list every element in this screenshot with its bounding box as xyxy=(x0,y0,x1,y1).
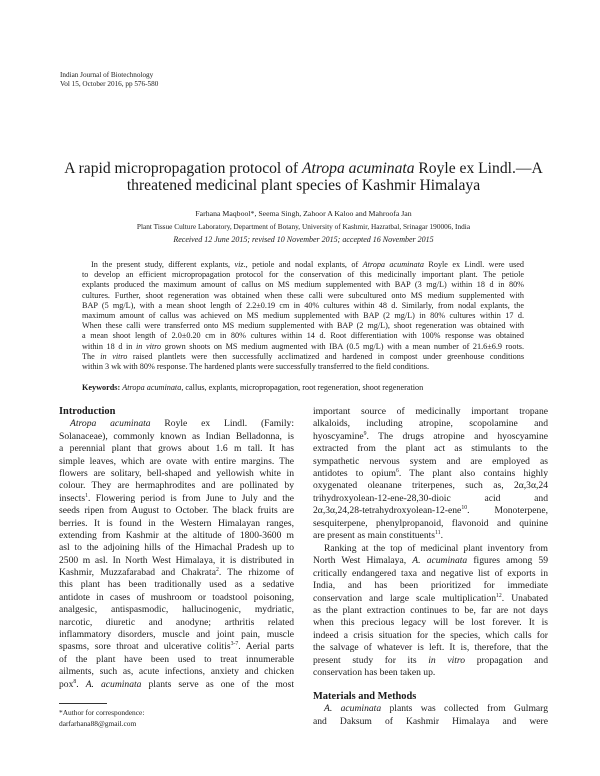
text-line: alkaloids, including atropine, scopolamine and xyxy=(313,418,548,430)
italic-text: in vitro xyxy=(136,341,162,351)
text-line: BAP (5 mg/L), with a mean shoot length of 2.2±0.19 cm in 40% cultures within 48 d. Similarly, from nodal explants, the xyxy=(82,300,524,310)
title-line-2: threatened medicinal plant species of Kashmir Himalaya xyxy=(126,176,481,194)
italic-text: Atropa acuminata xyxy=(302,160,415,177)
text-line: When these calli were transferred onto MS medium supplemented with BAP (2 mg/L), shoot regeneration was obtained with xyxy=(82,321,524,331)
text-line: antidotes to opium$^6$. The plant also contains highly xyxy=(313,467,548,479)
text-line: Atropa acuminata Royle ex Lindl. (Family: xyxy=(70,418,294,430)
intro-paragraph-1 xyxy=(59,418,294,691)
reference-superscript: 11 xyxy=(435,529,441,536)
text-line: cultures. Further, shoot regeneration was obtained when these calli were subcultured onto MS medium supplemented with xyxy=(82,290,524,300)
text-line: inflammatory disorders, muscle and joint pain, muscle xyxy=(59,629,294,641)
text-line: A. acuminata plants was collected from Gulmarg xyxy=(324,703,548,715)
reference-superscript: 12 xyxy=(496,592,502,599)
text-line: critically endangered taxa and negative list of exports in xyxy=(313,567,548,579)
text-line: within 18 d in in vitro grown shoots on MS medium augmented with IBA (0.5 mg/L) with a mean number of 21.6±6.9 roots. xyxy=(82,341,524,351)
text-line: extracted from the plant act as stimulants to the xyxy=(313,443,548,455)
text-line: sesquiterpene, phenylpropanoid, flavonoid and quinine xyxy=(313,517,548,529)
text-line: analgesic, antispasmodic, hallucinogenic, mydriatic, xyxy=(59,604,294,616)
italic-text: Atropa acuminata xyxy=(70,418,151,430)
footnote-label: *Author for correspondence: xyxy=(59,708,145,717)
title-line-1: A rapid micropropagation protocol of Atropa acuminata Royle ex Lindl.—A xyxy=(64,160,543,177)
text-line: present study for its in vitro propagation and xyxy=(313,654,549,666)
text-line: a mean shoot length of 2.0±0.20 cm in 80% cultures within 14 d. Root differentiation with 100% response was obtained xyxy=(82,331,524,341)
right-column xyxy=(313,406,548,542)
italic-text: A. acuminata xyxy=(412,555,468,567)
journal-issue: Vol 15, October 2016, pp 576-580 xyxy=(60,80,159,88)
authors: Farhana Maqbool*, Seema Singh, Zahoor A Kaloo and Mahroofa Jan xyxy=(195,209,412,218)
reference-superscript: 2 xyxy=(215,566,219,573)
text-line: are present as main constituents$^{11}$. xyxy=(313,529,443,541)
reference-superscript: 8 xyxy=(73,678,77,685)
text-line: India, and has been prioritized for immediate xyxy=(313,580,548,592)
keywords-text: Atropa acuminata, callus, explants, micropropagation, root regeneration, shoot regeneration xyxy=(122,383,424,392)
text-line: asl to the adjoining hills of the Himachal Pradesh up to xyxy=(59,542,294,554)
paper-title xyxy=(59,161,548,194)
text-line: trihydroxyolean-12-ene-28,30-dioic acid and xyxy=(313,492,548,504)
text-line: indeed a crisis situation for the species, which calls for xyxy=(313,629,548,641)
text-line: to develop an efficient micropropagation protocol for the conservation of this medicinally important plant. The petiole xyxy=(82,270,524,280)
reference-superscript: 1 xyxy=(85,492,88,499)
text-line: pox$^8$. A. acuminata plants serve as one of the most xyxy=(59,678,294,690)
text-line: within 3 wk with 80% response. The hardened plants were successfully transferred to the field conditions. xyxy=(82,361,430,371)
text-line: and Daksum of Kashmir Himalaya and were xyxy=(313,715,548,727)
text-line: as the plant extraction continues to be, far are not days xyxy=(313,604,548,616)
text-line: ailments, such as, acute infections, anxiety and chicken xyxy=(59,666,294,678)
text-line: colour. They are hermaphrodites and are pollinated by xyxy=(59,480,294,492)
methods-section xyxy=(313,691,548,728)
text-line: narcotic, diuretic and anodyne; arthritis related xyxy=(59,616,294,628)
italic-text: in vitro xyxy=(100,351,128,361)
reference-superscript: 3-7 xyxy=(230,641,239,648)
intro-paragraph-1-continued xyxy=(313,406,548,542)
text-line: of the plant have been used to treat innumerable xyxy=(59,653,294,665)
text-line: flowers are solitary, bell-shaped and yellowish white in xyxy=(59,467,294,479)
text-line: a perennial plant that grows about 1.6 m tall. It has xyxy=(59,443,294,455)
left-column xyxy=(59,406,294,691)
text-line: when this precious legacy will be lost forever. It is xyxy=(313,617,548,629)
footnote-rule xyxy=(59,703,107,704)
text-line: In the present study, different explants, viz., petiole and nodal explants, of Atropa acuminata Royle ex Lindl. were used xyxy=(91,260,524,269)
intro-paragraph-2 xyxy=(313,543,548,679)
keywords-label: Keywords: xyxy=(82,383,121,392)
text-line: sympathetic nervous system and are employed as xyxy=(313,455,548,467)
italic-text: A. acuminata xyxy=(324,703,382,715)
text-line: the salvage of whatever is left. It is, therefore, that the xyxy=(313,642,548,654)
text-line: conservation and large scale multiplication$^{12}$. Unabated xyxy=(313,592,548,604)
text-line: berries. It is found in the Western Himalayan ranges, xyxy=(59,517,294,529)
received-dates: Received 12 June 2015; revised 10 November 2015; accepted 16 November 2015 xyxy=(173,235,434,244)
footnote-email: darfarhana88@gmail.com xyxy=(59,719,137,728)
journal-name: Indian Journal of Biotechnology xyxy=(60,71,154,79)
italic-text: Atropa acuminata xyxy=(122,383,182,392)
affiliation: Plant Tissue Culture Laboratory, Department of Botany, University of Kashmir, Hazratbal, Srinagar 190006, India xyxy=(136,222,471,231)
abstract xyxy=(82,260,524,372)
italic-text: in vitro xyxy=(428,654,466,666)
text-line: 2α,3α,24,28-tetrahydroxyolean-12-ene$^{10}$. Monoterpene, xyxy=(313,504,548,517)
text-line: seeds ripen from August to October. The black fruits are xyxy=(59,505,294,517)
text-line: important source of medicinally important tropane xyxy=(313,406,548,417)
italic-text: Atropa acuminata xyxy=(362,260,424,269)
text-line: antidote in cases of mushroom or toadstool poisoning, xyxy=(59,591,294,603)
methods-paragraph xyxy=(313,703,548,728)
text-line: spasms, sore throat and ulcerative colitis$^{3-7}$. Aerial parts xyxy=(59,641,294,653)
text-line: insects$^1$. Flowering period is from June to July and the xyxy=(59,492,294,504)
text-line: conservation has been taken up. xyxy=(313,666,436,678)
text-line: Ranking at the top of medicinal plant inventory from xyxy=(324,543,548,554)
italic-text: A. acuminata xyxy=(85,678,142,690)
methods-heading: Materials and Methods xyxy=(313,691,417,702)
introduction-heading: Introduction xyxy=(59,406,116,417)
text-line: 2500 m asl. In North West Himalaya, it is distributed in xyxy=(59,554,294,566)
keywords xyxy=(82,383,423,393)
text-line: extending from Kashmir at the altitude of 1800-3600 m xyxy=(59,529,294,541)
reference-superscript: 9 xyxy=(363,430,367,437)
text-line: North West Himalaya, A. acuminata figures among 59 xyxy=(313,555,549,567)
reference-superscript: 6 xyxy=(395,467,399,474)
italic-text: viz xyxy=(234,260,244,269)
text-line: maximum amount of callus was achieved on MS medium supplemented with BAP (2 mg/L) in 80% cultures within 17 d. xyxy=(82,310,524,320)
text-line: oxygenated oleanane triterpenes, such as, 2α,3α,24 xyxy=(313,480,548,492)
intro-paragraph-2-wrap xyxy=(313,543,548,679)
text-line: Kashmir, Muzzafarabad and Chakrata$^2$. The rhizome of xyxy=(59,566,295,579)
text-line: Solanaceae), commonly known as Indian Belladonna, is xyxy=(59,430,294,442)
text-line: hyoscyamine$^9$. The drugs atropine and hyoscyamine xyxy=(313,430,548,442)
text-line: explants produced the maximum amount of callus on MS medium supplemented with BAP (3 mg/L) within 18 d in 80% xyxy=(82,280,524,290)
reference-superscript: 10 xyxy=(461,504,468,511)
text-line: this plant has been traditionally used as a sedative xyxy=(59,579,294,591)
text-line: simple leaves, which are ovate with entire margins. The xyxy=(59,455,294,467)
text-line: The in vitro raised plantlets were then successfully acclimatized and hardened in compost under greenhouse conditions xyxy=(82,351,525,361)
